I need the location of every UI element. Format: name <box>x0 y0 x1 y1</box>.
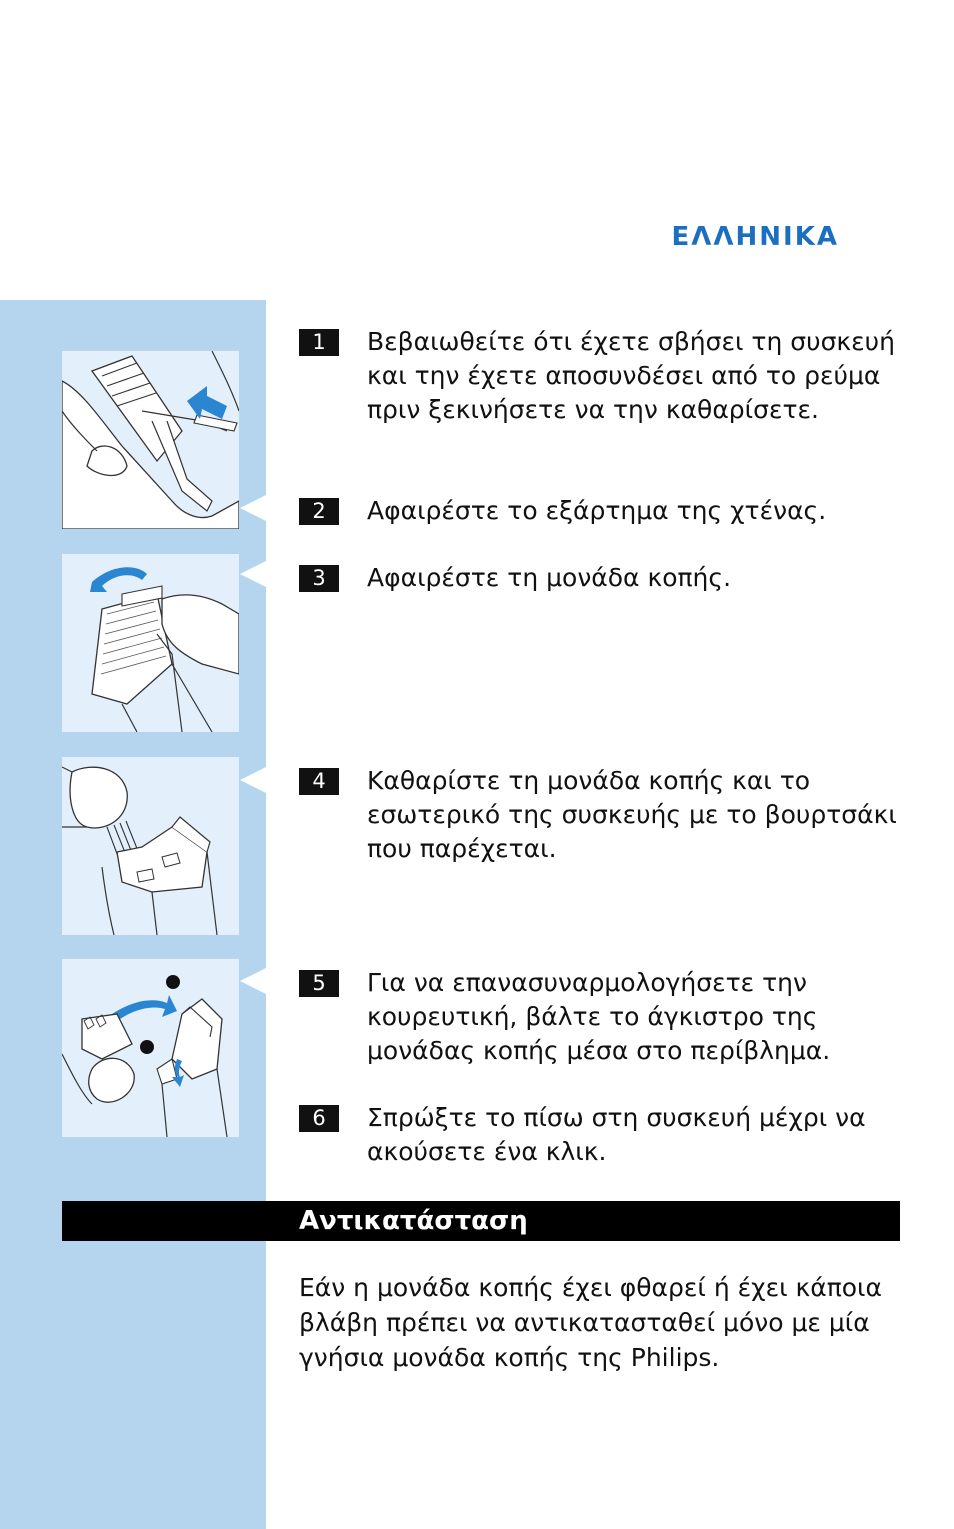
reassembly-illustration <box>62 959 239 1137</box>
section-title: Αντικατάσταση <box>299 1206 528 1236</box>
step-number: 5 <box>299 970 339 997</box>
step-text: Βεβαιωθείτε ότι έχετε σβήσει τη συσκευή και την έχετε αποσυνδέσει από το ρεύμα πριν ξεκινήσετε να την καθαρίσετε. <box>367 327 895 424</box>
step-5 <box>299 966 909 1068</box>
step-6 <box>299 1101 909 1169</box>
step-text: Σπρώξτε το πίσω στη συσκευή μέχρι να ακούσετε ένα κλικ. <box>367 1103 866 1166</box>
reassembly-icon <box>62 959 239 1137</box>
step-text: Καθαρίστε τη μονάδα κοπής και το εσωτερικό της συσκευής με το βουρτσάκι που παρέχεται. <box>367 766 897 863</box>
language-header: ΕΛΛΗΝΙΚΑ <box>671 222 839 252</box>
brush-cleaning-illustration <box>62 757 239 935</box>
comb-removal-icon <box>62 351 239 529</box>
step-number: 2 <box>299 498 339 525</box>
step-4 <box>299 764 909 866</box>
figure-pointer <box>240 561 266 587</box>
figure-pointer <box>240 495 266 521</box>
brush-cleaning-icon <box>62 757 239 935</box>
figure-pointer <box>240 767 266 793</box>
step-2 <box>299 494 909 528</box>
step-number: 4 <box>299 768 339 795</box>
step-number: 3 <box>299 565 339 592</box>
section-header-bar <box>62 1201 900 1241</box>
figure-pointer <box>240 968 266 994</box>
cutting-unit-removal-illustration <box>62 554 239 732</box>
cutting-unit-removal-icon <box>62 554 239 732</box>
step-3 <box>299 561 909 595</box>
step-text: Για να επανασυναρμολογήσετε την κουρευτική, βάλτε το άγκιστρο της μονάδας κοπής μέσα στο περίβλημα. <box>367 968 831 1065</box>
step-text: Αφαιρέστε το εξάρτημα της χτένας. <box>367 496 827 525</box>
comb-removal-illustration <box>62 351 239 529</box>
replacement-paragraph: Εάν η μονάδα κοπής έχει φθαρεί ή έχει κάποια βλάβη πρέπει να αντικατασταθεί μόνο με μία γνήσια μονάδα κοπής της Philips. <box>299 1273 882 1372</box>
step-text: Αφαιρέστε τη μονάδα κοπής. <box>367 563 732 592</box>
step-1 <box>299 325 909 427</box>
step-number: 6 <box>299 1105 339 1132</box>
step-number: 1 <box>299 329 339 356</box>
